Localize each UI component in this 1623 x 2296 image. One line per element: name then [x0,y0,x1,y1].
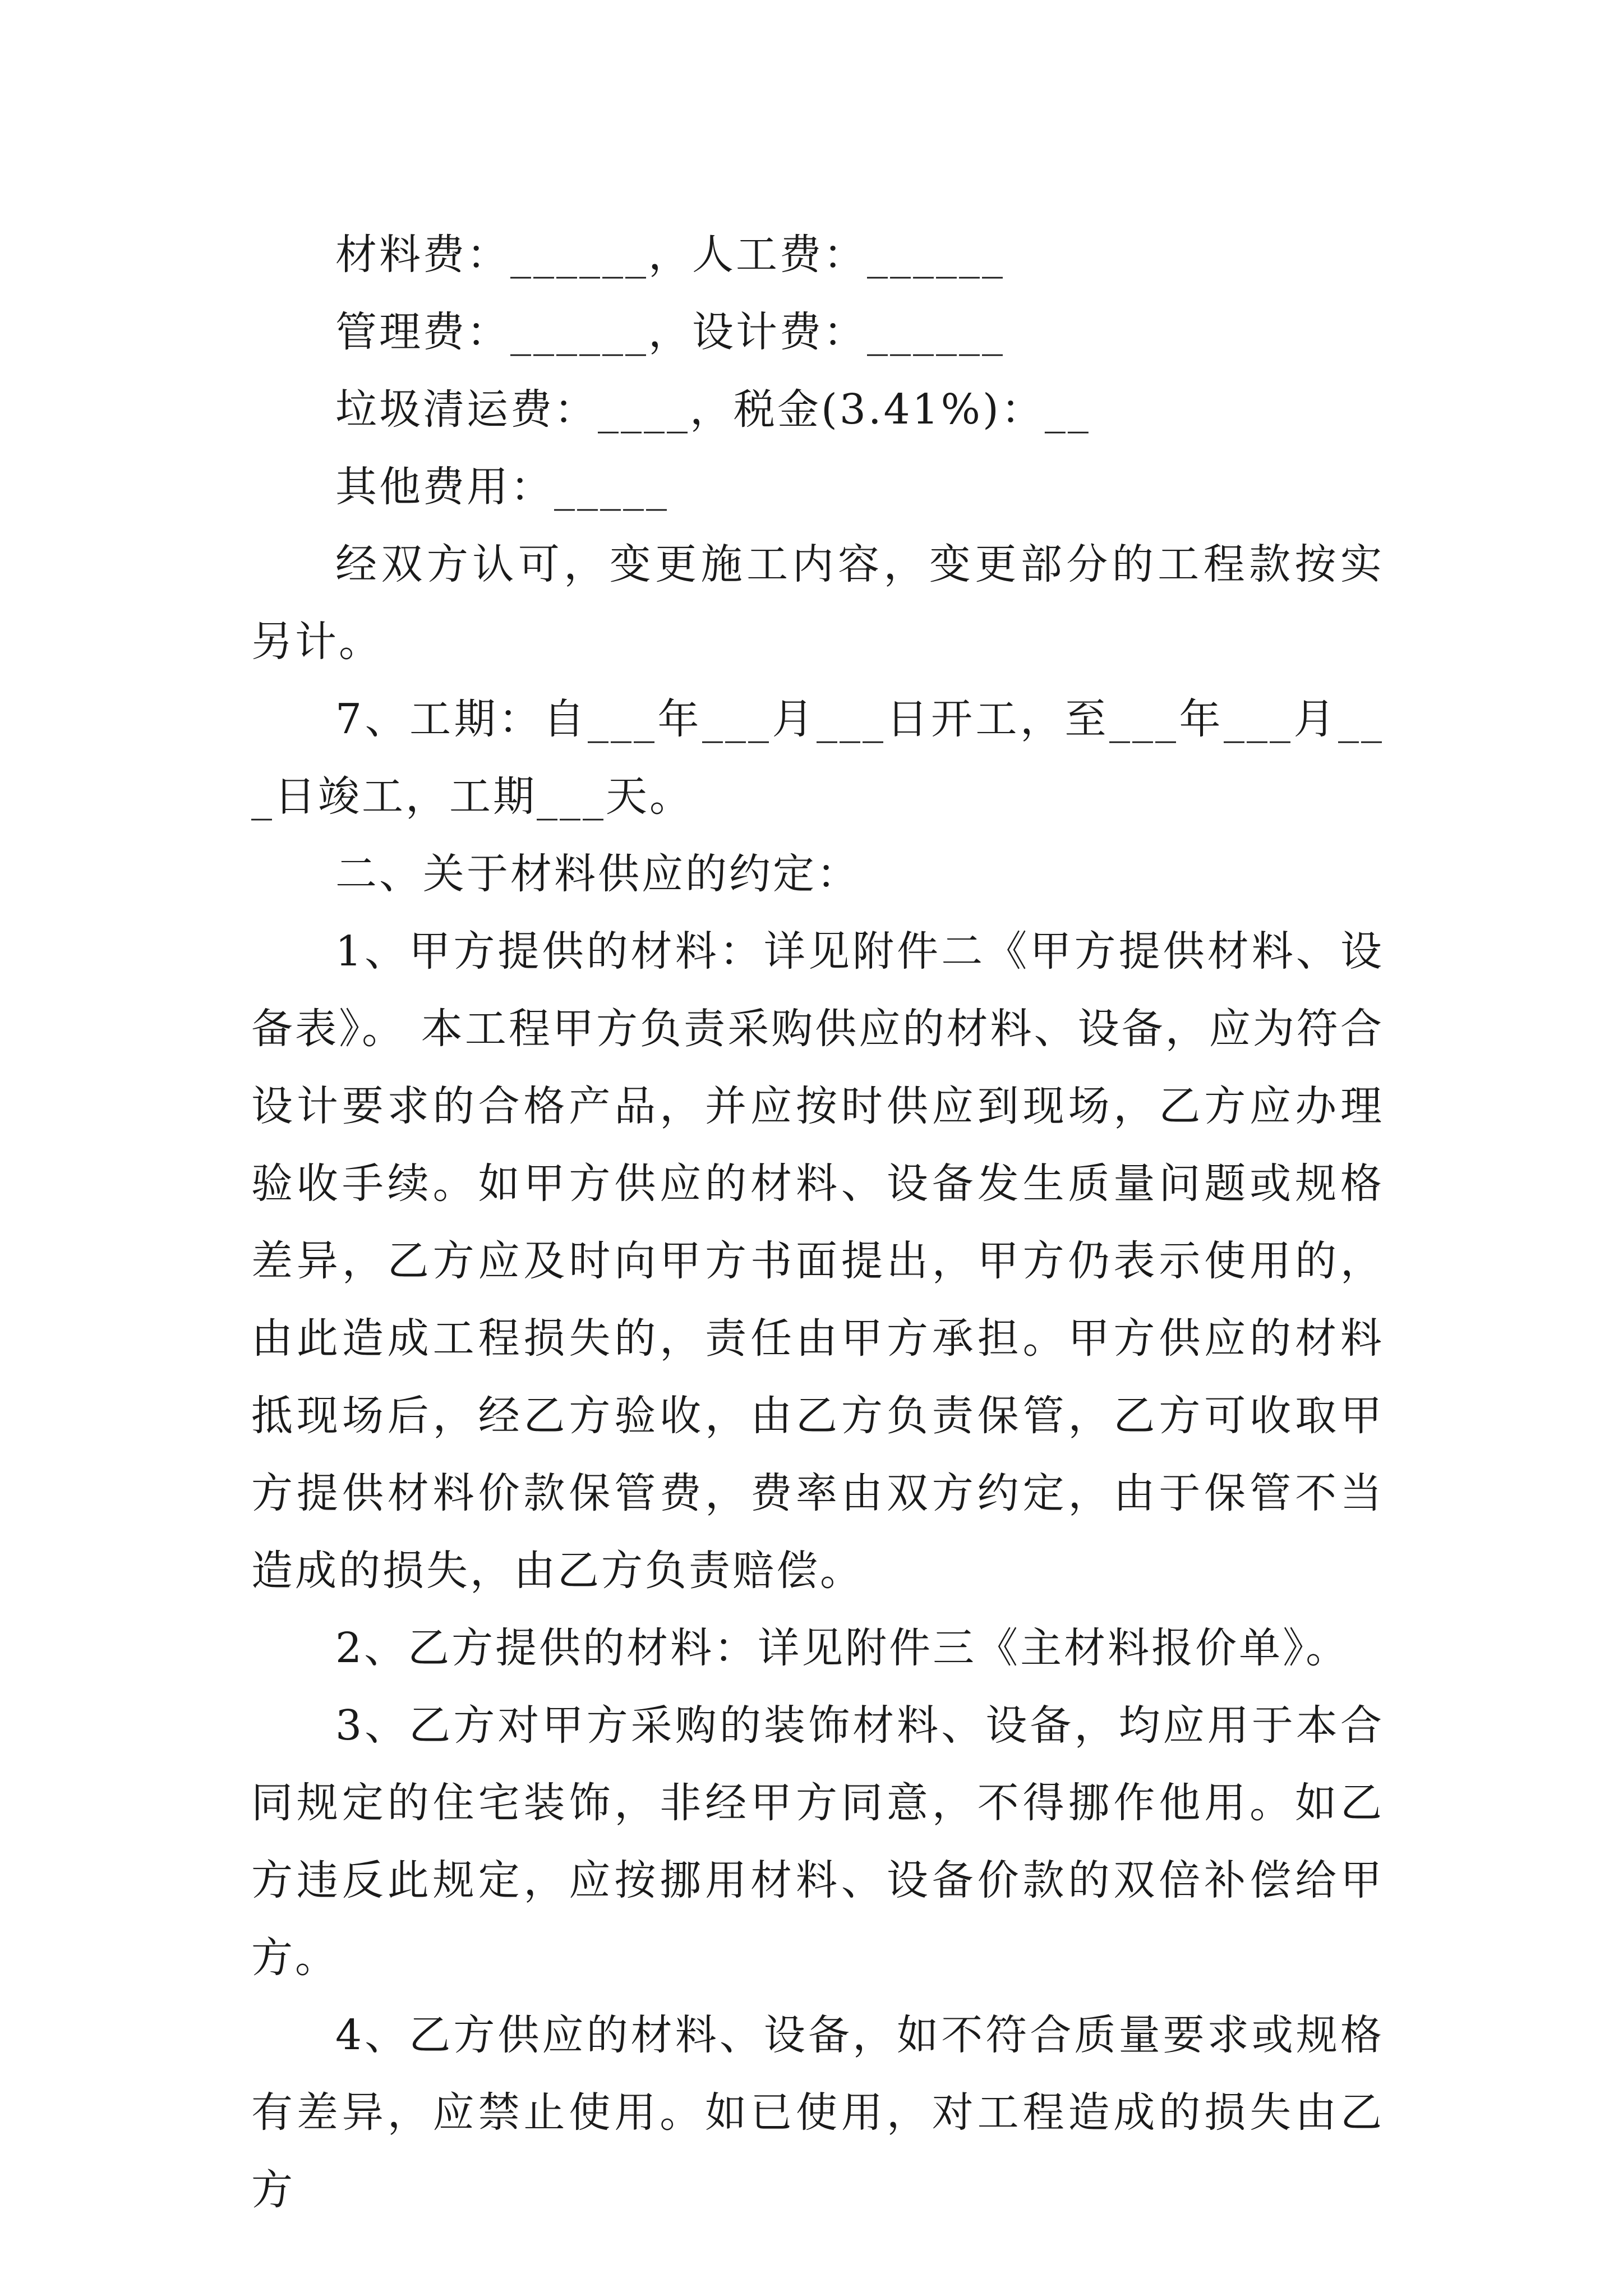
clause-material-usage: 3、乙方对甲方采购的装饰材料、设备，均应用于本合同规定的住宅装饰，非经甲方同意，不得挪作他用。如乙方违反此规定，应按挪用材料、设备价款的双倍补偿给甲方。 [251,1701,1384,1982]
cost-line-waste-tax: 垃圾清运费：____，税金(3.41%)：__ [335,385,1091,434]
clause-party-a-materials: 1、甲方提供的材料：详见附件二《甲方提供材料、设备表》。 本工程甲方负责采购供应的材料、设备，应为符合设计要求的合格产品，并应按时供应到现场，乙方应办理验收手续。如甲方供应的材料、设备发生质量问题或规格差异，乙方应及时向甲方书面提出，甲方仍表示使用的，由此造成工程损失的，责任由甲方承担。甲方供应的材料抵现场后，经乙方验收，由乙方负责保管，乙方可收取甲方提供材料价款保管费，费率由双方约定，由于保管不当造成的损失，由乙方负责赔偿。 [251,927,1384,1595]
cost-line-management-design: 管理费：______，设计费：______ [335,308,1005,356]
cost-line-other: 其他费用：_____ [335,463,669,511]
document-body [251,216,1384,2229]
section-heading-material-supply: 二、关于材料供应的约定： [335,850,860,898]
change-clause-paragraph: 经双方认可，变更施工内容，变更部分的工程款按实另计。 [251,540,1384,666]
construction-period-paragraph: 7、工期：自___年___月___日开工，至___年___月___日竣工，工期___天。 [251,695,1384,821]
clause-quality-requirements: 4、乙方供应的材料、设备，如不符合质量要求或规格有差异，应禁止使用。如已使用，对工程造成的损失由乙方 [251,2011,1384,2214]
clause-party-b-materials: 2、乙方提供的材料：详见附件三《主材料报价单》。 [335,1624,1350,1672]
cost-line-material-labor: 材料费：______，人工费：______ [335,231,1005,279]
